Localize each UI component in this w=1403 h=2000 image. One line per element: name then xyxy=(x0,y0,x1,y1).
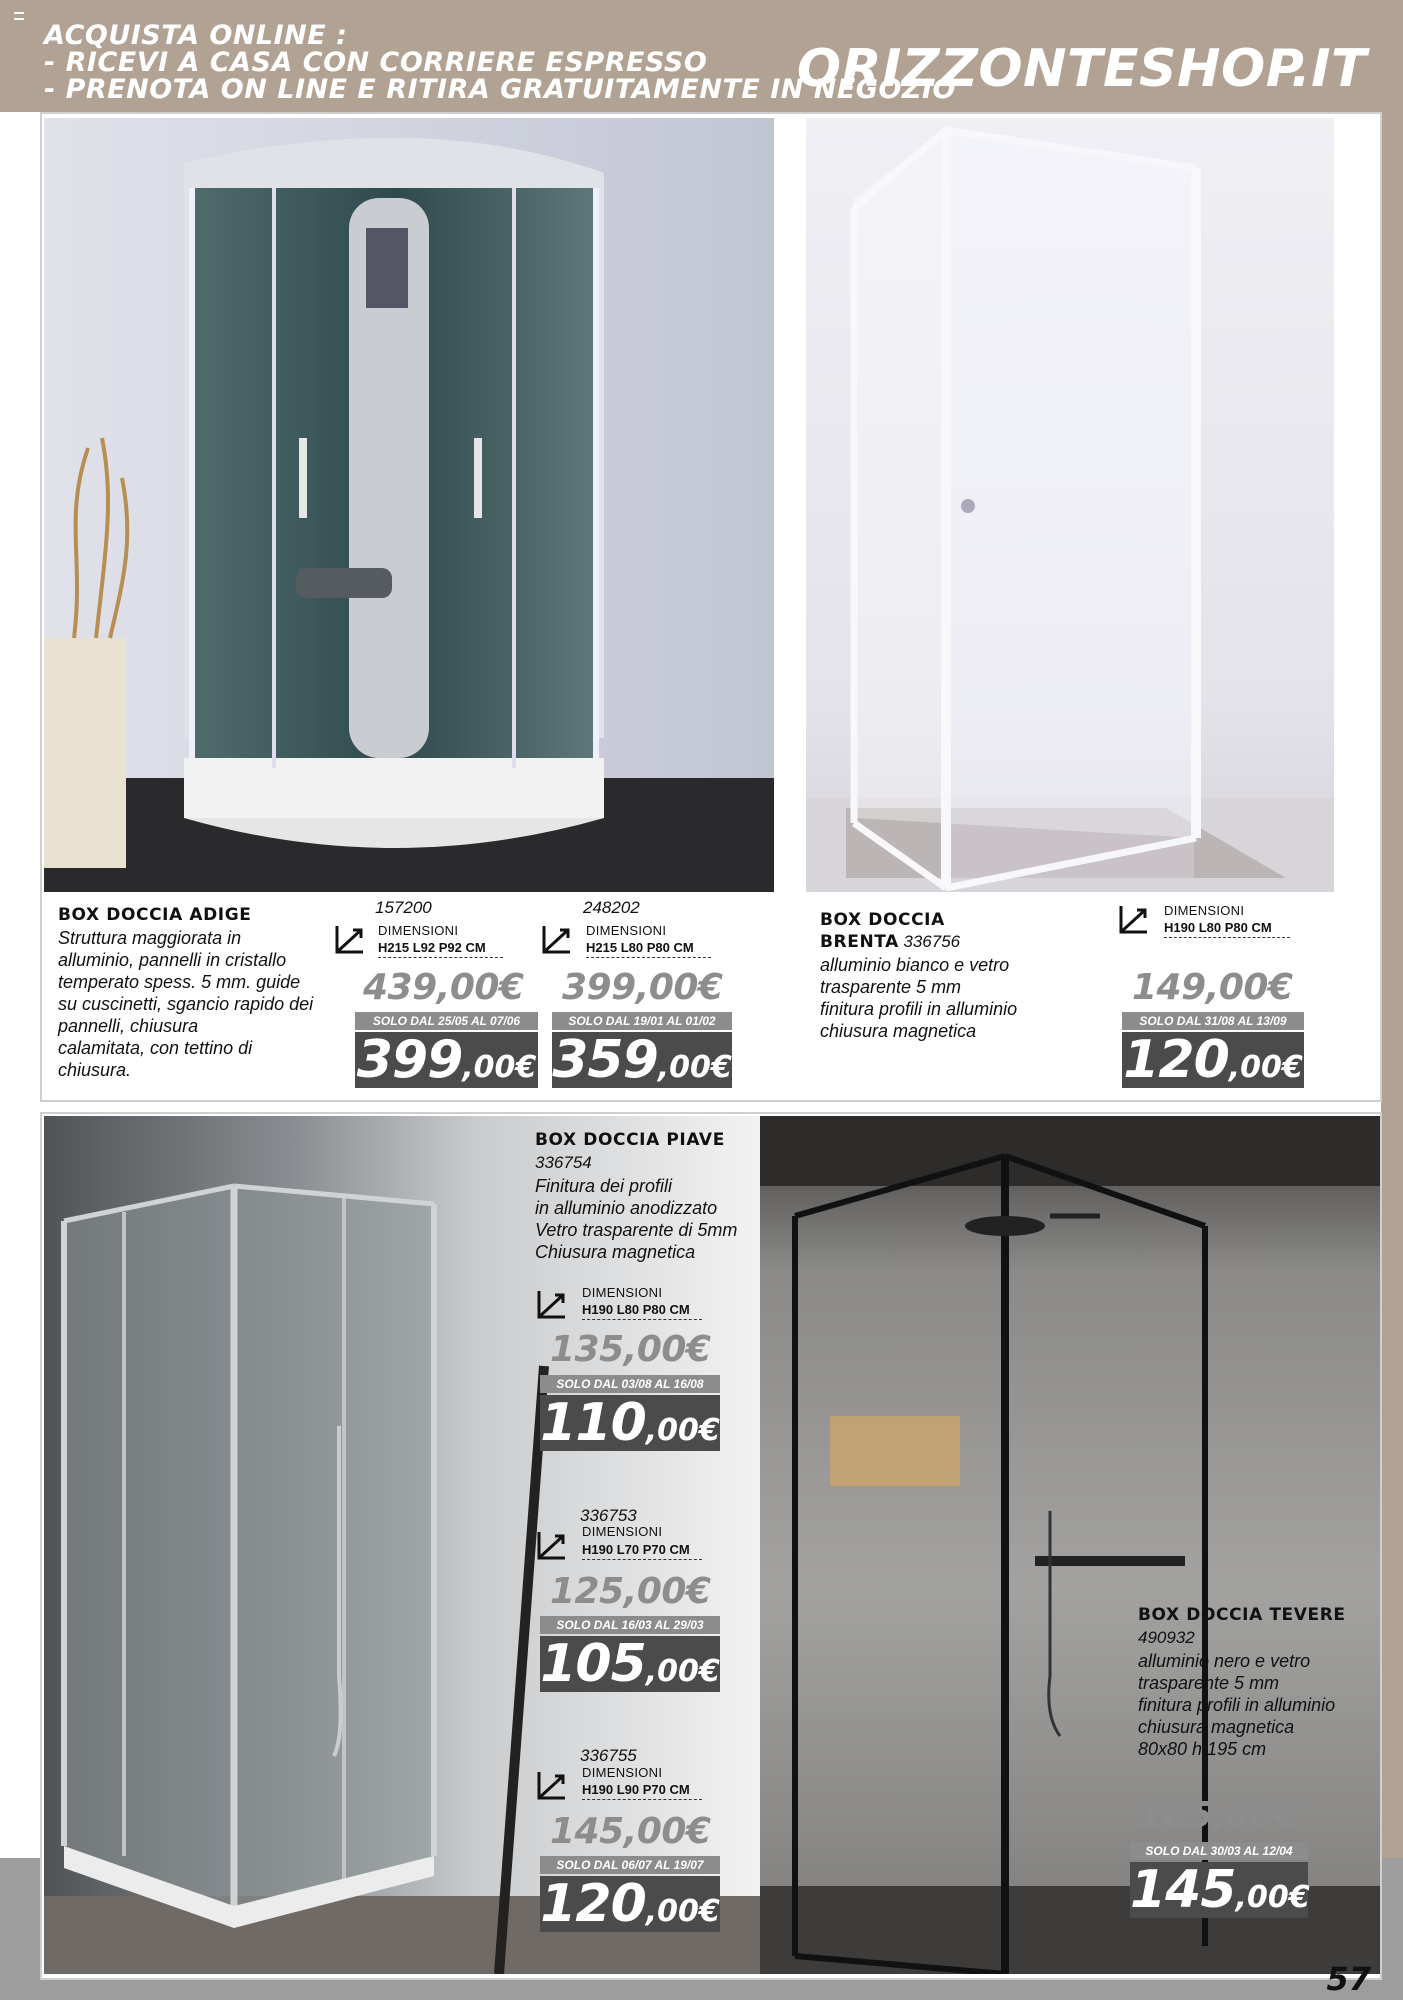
desc-line: finitura profili in alluminio xyxy=(1138,1695,1336,1715)
old-price: 145,00€ xyxy=(550,1811,711,1852)
dimensions-icon xyxy=(535,1768,569,1802)
dimensions-label: DIMENSIONI xyxy=(582,1285,663,1300)
price-decimal: ,00€ xyxy=(645,1413,720,1448)
brenta-code: 336756 xyxy=(903,932,961,951)
desc-line: Finitura dei profili xyxy=(535,1176,673,1196)
desc-line: 80x80 h 195 cm xyxy=(1138,1739,1267,1759)
brenta-description xyxy=(820,954,1080,1042)
desc-line: Chiusura magnetica xyxy=(535,1242,696,1262)
adige-description xyxy=(58,927,338,1081)
offer-period: SOLO DAL 30/03 AL 12/04 xyxy=(1130,1842,1308,1860)
piave-description xyxy=(535,1175,770,1263)
offer-period: SOLO DAL 03/08 AL 16/08 xyxy=(540,1375,720,1393)
desc-line: temperato spess. 5 mm. guide xyxy=(58,972,301,992)
desc-line: alluminio nero e vetro xyxy=(1138,1651,1311,1671)
variant-code: 336755 xyxy=(580,1746,637,1765)
old-price: 165,00€ xyxy=(1138,1795,1299,1836)
desc-line: chiusura. xyxy=(58,1060,132,1080)
price-integer: 399 xyxy=(356,1030,463,1090)
price-decimal: ,00€ xyxy=(645,1894,720,1929)
offer-period: SOLO DAL 25/05 AL 07/06 xyxy=(355,1012,538,1030)
offer-period: SOLO DAL 06/07 AL 19/07 xyxy=(540,1856,720,1874)
tevere-code: 490932 xyxy=(1138,1628,1195,1647)
dimensions-icon xyxy=(333,922,367,956)
desc-line: alluminio bianco e vetro xyxy=(820,955,1010,975)
dimensions-value: H215 L80 P80 CM xyxy=(586,940,711,958)
price-integer: 120 xyxy=(540,1874,646,1934)
dimensions-value: H190 L70 P70 CM xyxy=(582,1542,702,1560)
price-decimal: ,00€ xyxy=(1228,1050,1303,1085)
old-price: 125,00€ xyxy=(550,1571,711,1612)
price-decimal: ,00€ xyxy=(462,1050,537,1085)
desc-line: in alluminio anodizzato xyxy=(535,1198,718,1218)
dimensions-icon xyxy=(535,1528,569,1562)
piave-code: 336754 xyxy=(535,1153,592,1172)
variant-code: 336753 xyxy=(580,1506,637,1525)
dimensions-value: H215 L92 P92 CM xyxy=(378,940,503,958)
desc-line: alluminio, pannelli in cristallo xyxy=(58,950,287,970)
tevere-title: BOX DOCCIA TEVERE xyxy=(1138,1605,1346,1625)
price-integer: 120 xyxy=(1123,1030,1229,1090)
desc-line: su cuscinetti, sgancio rapido dei xyxy=(58,994,314,1014)
promo-line: - RICEVI A CASA CON CORRIERE ESPRESSO xyxy=(44,47,708,78)
brenta-product-photo xyxy=(806,118,1334,892)
dimensions-label: DIMENSIONI xyxy=(1164,903,1245,918)
dimensions-label: DIMENSIONI xyxy=(378,923,459,938)
side-band xyxy=(1381,112,1403,1862)
price-decimal: ,00€ xyxy=(645,1654,720,1689)
price-integer: 145 xyxy=(1130,1860,1236,1920)
dimensions-label: DIMENSIONI xyxy=(582,1765,663,1780)
promo-price xyxy=(540,1876,720,1932)
price-decimal: ,00€ xyxy=(657,1050,732,1085)
dimensions-value: H190 L80 P80 CM xyxy=(582,1302,702,1320)
brenta-title-line2: BRENTA xyxy=(820,932,899,952)
brenta-title-line1: BOX DOCCIA xyxy=(820,910,945,930)
price-integer: 359 xyxy=(552,1030,658,1090)
adige-title: BOX DOCCIA ADIGE xyxy=(58,905,252,925)
desc-line: Struttura maggiorata in xyxy=(58,928,242,948)
desc-line: trasparente 5 mm xyxy=(820,977,962,997)
menu-mark-icon xyxy=(14,12,24,20)
tevere-description xyxy=(1138,1650,1383,1760)
variant-code: 248202 xyxy=(583,898,640,917)
desc-line: chiusura magnetica xyxy=(1138,1717,1295,1737)
old-price: 399,00€ xyxy=(562,967,723,1008)
desc-line: calamitata, con tettino di xyxy=(58,1038,253,1058)
promo-line: - PRENOTA ON LINE E RITIRA GRATUITAMENTE IN NEGOZIO xyxy=(44,74,956,105)
dimensions-icon xyxy=(540,922,574,956)
desc-line: trasparente 5 mm xyxy=(1138,1673,1280,1693)
dimensions-label: DIMENSIONI xyxy=(582,1524,663,1539)
old-price: 439,00€ xyxy=(363,967,524,1008)
price-integer: 110 xyxy=(540,1393,646,1453)
dimensions-icon xyxy=(1117,902,1151,936)
promo-price xyxy=(540,1395,720,1451)
dimensions-value: H190 L90 P70 CM xyxy=(582,1782,702,1800)
desc-line: chiusura magnetica xyxy=(820,1021,977,1041)
promo-price xyxy=(1122,1032,1304,1088)
page-header xyxy=(0,0,1403,112)
offer-period: SOLO DAL 19/01 AL 01/02 xyxy=(552,1012,732,1030)
dimensions-icon xyxy=(535,1287,569,1321)
dimensions-value: H190 L80 P80 CM xyxy=(1164,920,1290,938)
dimensions-label: DIMENSIONI xyxy=(586,923,667,938)
adige-product-photo xyxy=(44,118,774,892)
price-decimal: ,00€ xyxy=(1235,1880,1310,1915)
old-price: 149,00€ xyxy=(1132,967,1293,1008)
site-logo[interactable]: ORIZZONTESHOP.IT xyxy=(796,39,1367,99)
desc-line: pannelli, chiusura xyxy=(58,1016,199,1036)
offer-period: SOLO DAL 31/08 AL 13/09 xyxy=(1122,1012,1304,1030)
variant-code: 157200 xyxy=(375,898,432,917)
brenta-title-line2-row xyxy=(820,932,960,952)
offer-period: SOLO DAL 16/03 AL 29/03 xyxy=(540,1616,720,1634)
promo-price xyxy=(552,1032,732,1088)
desc-line: Vetro trasparente di 5mm xyxy=(535,1220,738,1240)
page-number: 57 xyxy=(1326,1960,1371,1998)
promo-price xyxy=(355,1032,538,1088)
promo-line: ACQUISTA ONLINE : xyxy=(44,20,348,51)
desc-line: finitura profili in alluminio xyxy=(820,999,1018,1019)
promo-price xyxy=(540,1636,720,1692)
piave-title: BOX DOCCIA PIAVE xyxy=(535,1130,725,1150)
promo-price xyxy=(1130,1862,1308,1918)
old-price: 135,00€ xyxy=(550,1329,711,1370)
price-integer: 105 xyxy=(540,1634,646,1694)
